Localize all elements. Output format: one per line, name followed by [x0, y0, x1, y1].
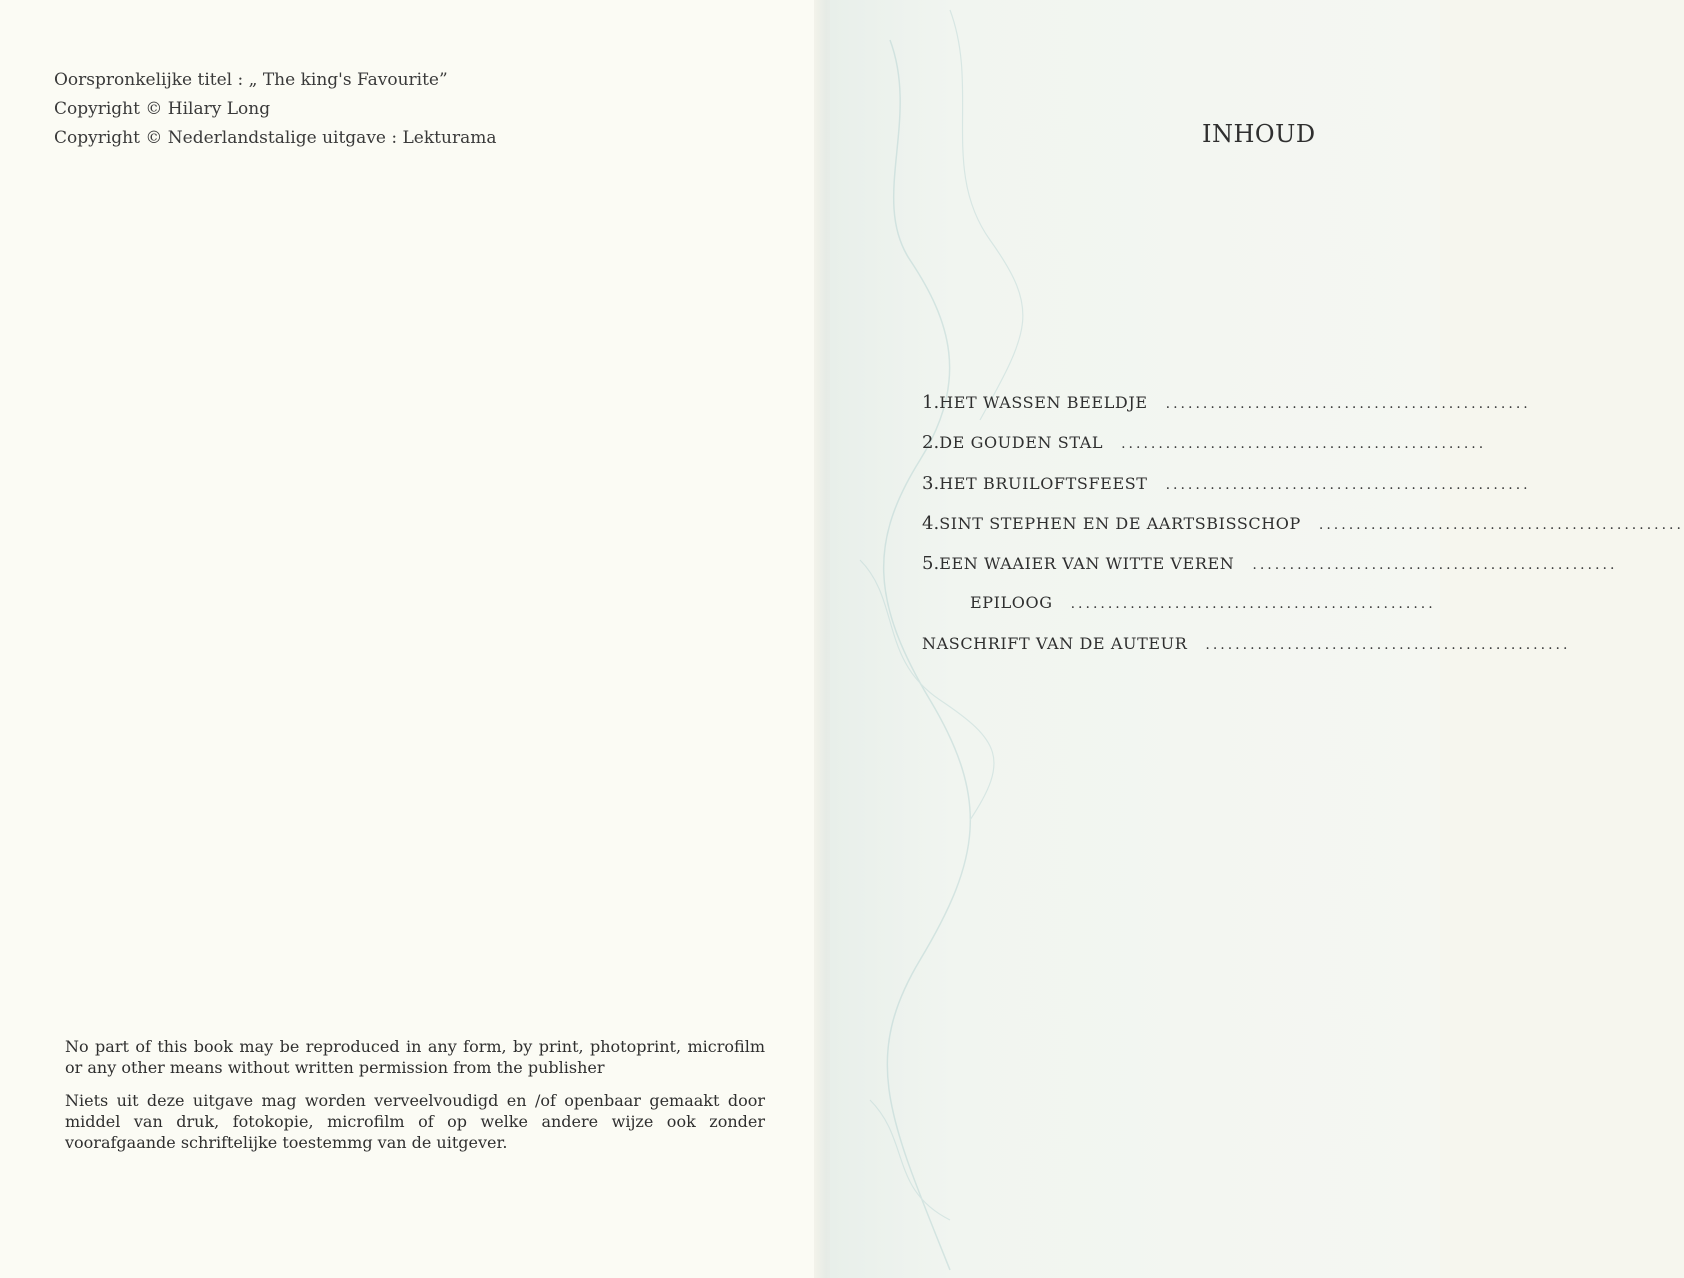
toc-entry-label: HET WASSEN BEELDJE — [939, 393, 1148, 412]
copyright-publisher: Copyright © Nederlandstalige uitgave : Lekturama — [54, 128, 497, 148]
toc-entry-number: 1. — [922, 392, 940, 413]
toc-entry[interactable] — [918, 472, 1531, 513]
toc-entry-number: 4. — [922, 512, 940, 534]
toc-leader-dots: ................................................. — [1205, 636, 1571, 653]
toc-leader-dots: ................................................. — [1165, 396, 1531, 412]
toc-leader-dots: ................................................. — [1165, 476, 1531, 493]
table-of-contents — [918, 392, 1684, 674]
toc-entry[interactable] — [918, 392, 1531, 432]
rights-notice — [65, 1036, 765, 1165]
left-page — [0, 0, 820, 1278]
toc-entry-label: SINT STEPHEN EN DE AARTSBISSCHOP — [939, 513, 1301, 533]
toc-title: INHOUD — [1202, 120, 1316, 148]
toc-entry[interactable] — [918, 553, 1618, 593]
copyright-block — [54, 66, 654, 153]
toc-leader-dots: ................................................. — [1318, 516, 1684, 533]
toc-leader-dots: ................................................. — [1070, 596, 1436, 613]
copyright-author: Copyright © Hilary Long — [54, 99, 271, 119]
toc-entry-label: EPILOOG — [970, 593, 1053, 613]
toc-entry-number: 3. — [922, 472, 940, 494]
rights-notice-english: No part of this book may be reproduced in any form, by print, photoprint, microfilm or any other means without written permission from the publisher — [65, 1037, 765, 1077]
original-title: Oorspronkelijke titel : „ The king's Favourite” — [54, 70, 448, 90]
toc-entry-label: DE GOUDEN STAL — [939, 433, 1104, 453]
toc-entry-number: 5. — [922, 553, 940, 575]
toc-entry[interactable] — [918, 593, 1440, 633]
toc-entry-number: 2. — [922, 432, 940, 454]
toc-entry-label: EEN WAAIER VAN WITTE VEREN — [939, 554, 1235, 574]
toc-entry-label: NASCHRIFT VAN DE AUTEUR — [922, 633, 1188, 653]
toc-entry[interactable] — [918, 432, 1487, 472]
toc-entry[interactable] — [918, 633, 1571, 674]
toc-leader-dots: ................................................. — [1121, 436, 1487, 453]
toc-entry-label: HET BRUILOFTSFEEST — [939, 473, 1148, 493]
rights-notice-dutch: Niets uit deze uitgave mag worden verveelvoudigd en /of openbaar gemaakt door middel van druk, fotokopie, microfilm of op welke andere wijze ook zonder voorafgaande schriftelijke toestemmg van de uitgever. — [65, 1091, 765, 1152]
toc-entry[interactable] — [918, 512, 1684, 553]
toc-leader-dots: ................................................. — [1252, 557, 1618, 574]
